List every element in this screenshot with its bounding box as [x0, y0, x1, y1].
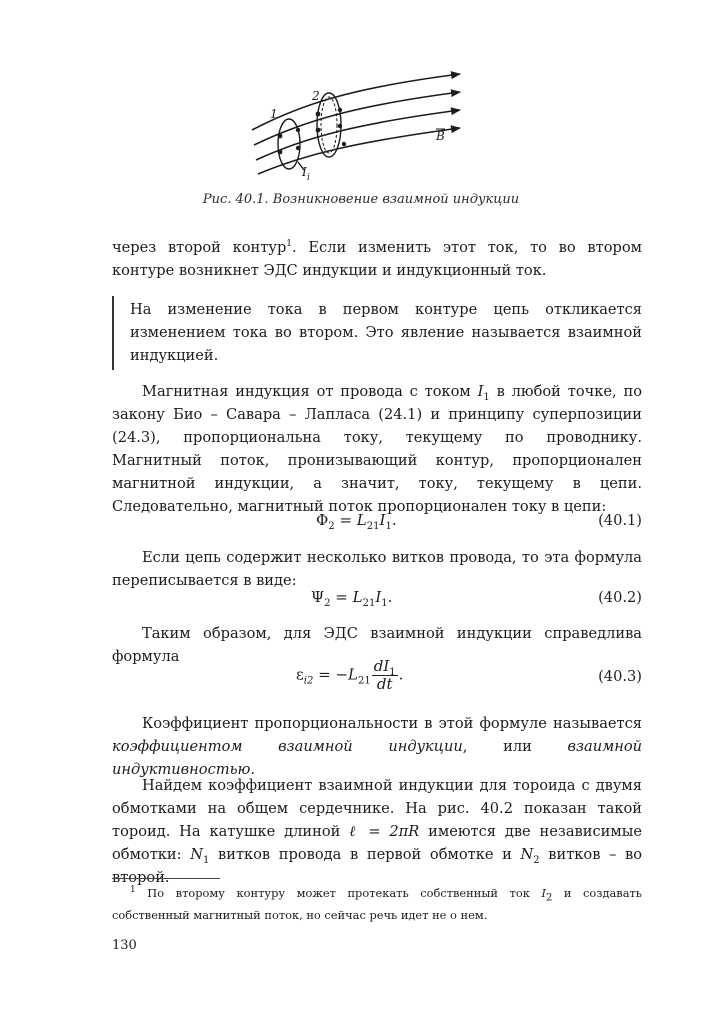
- field-line-2: [254, 92, 460, 145]
- paragraph-5: Коэффициент пропорциональности в этой формуле называется коэффициентом взаимной индукции, или взаимной индуктивностью.: [112, 715, 642, 778]
- equation-40-3: $\varepsilon_{i2} = -L_{21}$ $\frac{dI_1}{dt}$ .: [296, 657, 404, 693]
- fraction-dI-dt: $\frac{dI_1}{dt}$: [373, 657, 396, 693]
- figure-drawing: [240, 70, 480, 190]
- field-line-4: [258, 128, 460, 174]
- definition-box: [112, 296, 642, 370]
- paragraph-6: Найдем коэффициент взаимной индукции для тороида с двумя обмотками на общем сердечнике. На рис. 40.2 показан такой тороид. На катушке длиной ℓ = 2πR имеются две независимые обмотки: $N_1$ витков провода в первой обмотке и $N_2$ витков – во второй.: [112, 777, 643, 886]
- paragraph-1: через второй контур$^1$. Если изменить этот ток, то во втором контуре возникнет ЭДС индукции и индукционный ток.: [112, 239, 642, 279]
- equation-number-40-2: (40.2): [598, 589, 642, 606]
- equation-40-1: $\Phi_2 = L_{21}I_1$.: [316, 511, 397, 532]
- equation-number-40-1: (40.1): [598, 512, 642, 529]
- figure-mutual-induction: [240, 70, 480, 190]
- field-lines: [252, 74, 460, 174]
- footnote-ref: 1: [286, 239, 293, 250]
- paragraph-2: Магнитная индукция от провода с током $I_1$ в любой точке, по закону Био – Савара – Лапласа (24.1) и принципу суперпозиции (24.3), пропорциональна току, текущему по проводнику. Магнитный поток, пронизывающий контур, пропорционален магнитной индукции, а значит, току, текущему в цепи. Следовательно, магнитный поток пропорционален току в цепи:: [112, 383, 642, 515]
- figure-label-2: 2: [312, 89, 320, 103]
- paragraph-3: Если цепь содержит несколько витков провода, то эта формула переписывается в виде:: [112, 549, 642, 589]
- figure-label-I-sub: i: [307, 173, 310, 183]
- figure-label-B: B: [436, 129, 445, 143]
- figure-label-1: 1: [270, 107, 278, 121]
- definition-text: На изменение тока в первом контуре цепь откликается изменением тока во втором. Это явление называется взаимной индукцией.: [130, 301, 642, 364]
- figure-caption: Рис. 40.1. Возникновение взаимной индукции: [202, 192, 520, 207]
- footnote-divider: [112, 878, 220, 879]
- equation-number-40-3: (40.3): [598, 668, 642, 685]
- paragraph-4: Таким образом, для ЭДС взаимной индукции справедлива формула: [112, 625, 642, 665]
- page-number: 130: [112, 938, 137, 953]
- field-line-3: [256, 110, 460, 160]
- figure-label-I: I: [302, 165, 307, 179]
- equation-40-2: $\Psi_2 = L_{21}I_1$.: [311, 588, 393, 609]
- footnote: $^1$ По второму контуру может протекать собственный ток $I_2$ и создавать собственный магнитный поток, но сейчас речь идет не о нем.: [112, 885, 643, 922]
- loop-2-inner: [321, 97, 337, 153]
